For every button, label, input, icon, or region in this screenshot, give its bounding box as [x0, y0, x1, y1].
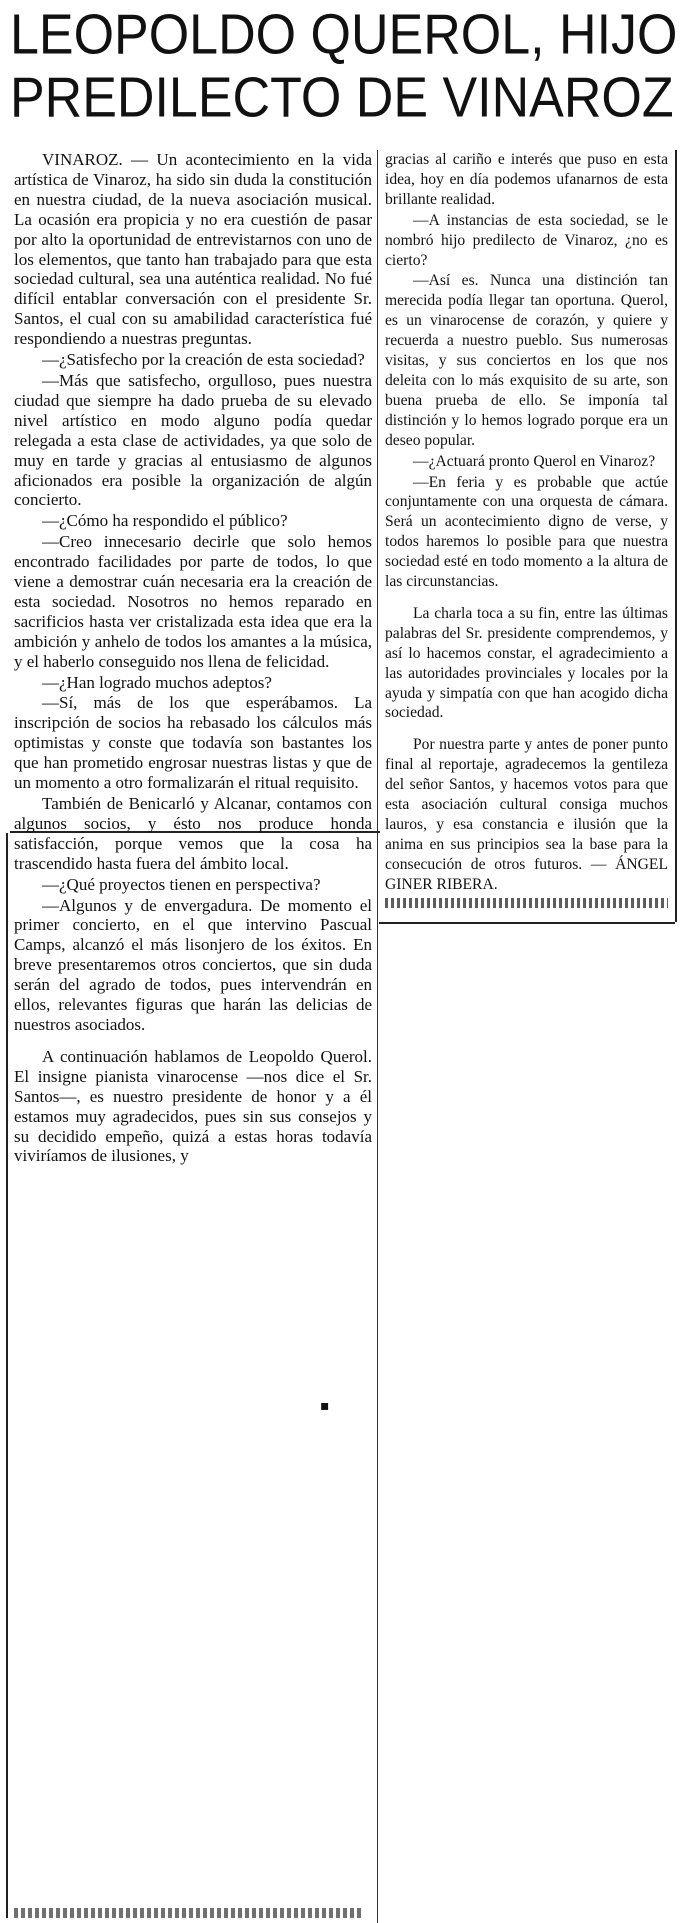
left-box-side-rule	[6, 833, 8, 1918]
paragraph-text: La charla toca a su fin, entre las últimas palabras del Sr. presidente comprendemos, y así lo hacemos constar, el agradecimiento a las autoridades provinciales y locales por la ayuda y simpatía con que han acogido dicha sociedad.	[385, 604, 668, 722]
paragraph	[14, 1047, 372, 1166]
paragraph-text: —Así es. Nunca una distinción tan merecida podía llegar tan oportuna. Querol, es un vinarocense de corazón, y quiere y recuerda a nuestro pueblo. Sus numerosas visitas, y sus conciertos en los que nos deleita con lo más exquisito de su arte, son buena prueba de ello. Se imponía tal distinción y lo hemos logrado porque era un deseo popular.	[385, 272, 668, 449]
right-box-bottom-rule	[379, 922, 675, 924]
paragraph-text: También de Benicarló y Alcanar, contamos con algunos socios, y ésto nos produce honda satisfacción, porque vemos que la cosa ha trascendido hasta fuera del ámbito local.	[14, 794, 372, 873]
paragraph-text: —En feria y es probable que actúe conjuntamente con una orquesta de cámara. Será un acontecimiento digno de verse, y todos haremos lo posible para que nuestra sociedad esté en todo momento a la altura de las circunstancias.	[385, 473, 668, 591]
headline-line-2: PREDILECTO DE VINAROZ	[10, 66, 674, 130]
paragraph	[14, 511, 372, 531]
paragraph	[385, 735, 668, 894]
paragraph-text: —Creo innecesario decirle que solo hemos encontrado facilidades por parte de todos, lo que viene a demostrar cuán necesaria era la creación de esta sociedad. Nosotros no hemos reparado en sacrificios hasta ver cristalizada esta idea que era la ambición y anhelo de todos los amantes a la música, y el haberlo conseguido nos llena de felicidad.	[14, 532, 372, 671]
decorative-rule	[385, 898, 668, 908]
paragraph-text: A continuación hablamos de Leopoldo Querol. El insigne pianista vinarocense —nos dice el Sr. Santos—, es nuestro presidente de honor y a él estamos muy agradecidos, pues sin sus consejos y su decidido empeño, quizá a estas horas todavía viviríamos de ilusiones, y	[14, 1046, 372, 1166]
paragraph	[385, 271, 668, 450]
paragraph-text: —¿Qué proyectos tienen en perspectiva?	[42, 874, 321, 894]
column-divider	[377, 150, 378, 1923]
paragraph-text: VINAROZ. — Un acontecimiento en la vida artística de Vinaroz, ha sido sin duda la constitución en nuestra ciudad, de la nueva asociación musical. La ocasión era propicia y no era cuestión de pasar por alto la oportunidad de entrevistarnos con uno de los elementos, que tanto han trabajado para que esta sociedad cultural, sea una auténtica realidad. No fué difícil entablar conversación con el presidente Sr. Santos, el cual con su amabilidad característica fué respondiendo a nuestras preguntas.	[14, 150, 372, 349]
paragraph	[14, 896, 372, 1035]
paragraph-text: —¿Actuará pronto Querol en Vinaroz?	[413, 452, 656, 470]
decorative-rule	[14, 1908, 364, 1918]
print-mark: ▪	[320, 1398, 330, 1414]
paragraph-text: —Más que satisfecho, orgulloso, pues nuestra ciudad que siempre ha dado prueba de su elevado nivel artístico en modo alguno podía quedar relegada a esta clase de actividades, ya que solo de muy en tarde y gracias al entusiasmo de algunos aficionados era posible la organización de algún concierto.	[14, 370, 372, 510]
paragraph	[14, 532, 372, 671]
right-box-side-rule	[675, 150, 677, 922]
right-column	[385, 150, 668, 915]
paragraph	[14, 875, 372, 895]
paragraph	[14, 350, 372, 370]
paragraph	[385, 211, 668, 271]
paragraph	[14, 371, 372, 510]
paragraph-text: Por nuestra parte y antes de poner punto final al reportaje, agradecemos la gentileza del señor Santos, y hacemos votos para que esta asociación cultural consiga muchos lauros, y esa constancia e ilusión que la anima en sus principios sea la base para la consecución de otros futuros. — ÁNGEL GINER RIBERA.	[385, 736, 668, 893]
paragraph	[14, 150, 372, 349]
paragraph-text: gracias al cariño e interés que puso en esta idea, hoy en día podemos ufanarnos de esta brillante realidad.	[385, 151, 668, 208]
paragraph-text: —Sí, más de los que esperábamos. La inscripción de socios ha rebasado los cálculos más optimistas y conste que todavía son bastantes los que han prometido engrosar nuestras listas y que de un momento a otro formalizarán el ritual requisito.	[14, 693, 372, 793]
headline	[10, 4, 678, 130]
paragraph	[385, 473, 668, 592]
paragraph	[14, 673, 372, 693]
paragraph	[385, 604, 668, 723]
headline-line-1: LEOPOLDO QUEROL, HIJO	[10, 4, 678, 67]
paragraph-text: —¿Satisfecho por la creación de esta sociedad?	[42, 350, 365, 370]
paragraph	[14, 693, 372, 793]
paragraph-text: —A instancias de esta sociedad, se le nombró hijo predilecto de Vinaroz, ¿no es cierto?	[385, 211, 668, 269]
paragraph	[385, 150, 668, 210]
paragraph-text: —¿Han logrado muchos adeptos?	[42, 672, 272, 692]
paragraph-text: —¿Cómo ha respondido el público?	[42, 511, 288, 531]
paragraph	[385, 452, 668, 472]
paragraph-text: —Algunos y de envergadura. De momento el primer concierto, en el que intervino Pascual Camps, alcanzó el más lisonjero de los éxitos. En breve presentaremos otros conciertos, que sin duda serán del agrado de todos, pues intervendrán en ellos, relevantes figuras que harán las delicias de nuestros asociados.	[14, 895, 372, 1034]
paragraph	[14, 794, 372, 874]
left-column	[14, 150, 372, 1920]
